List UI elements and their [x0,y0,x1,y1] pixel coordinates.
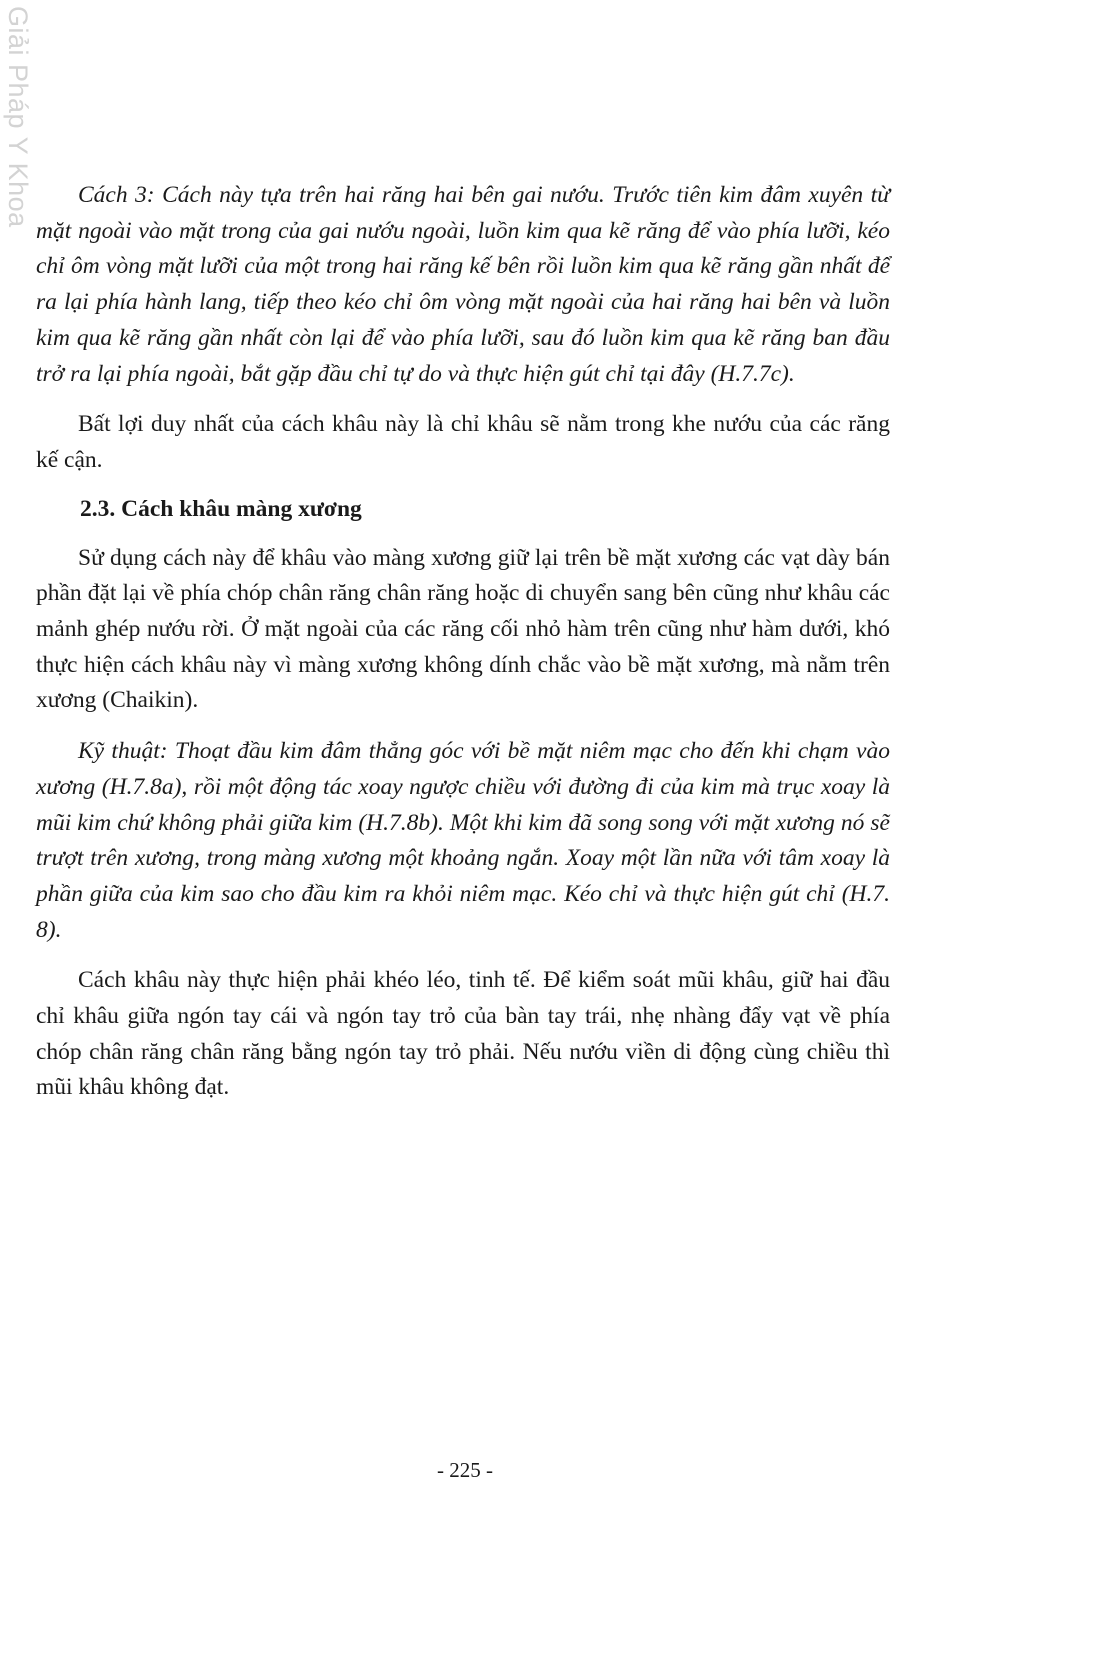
paragraph-periosteal-suture: Sử dụng cách này để khâu vào màng xương giữ lại trên bề mặt xương các vạt dày bán phần đặt lại về phía chóp chân răng chân răng hoặc di chuyển sang bên cũng như khâu các mảnh ghép nướu rời. Ở mặt ngoài của các răng cối nhỏ hàm trên cũng như hàm dưới, khó thực hiện cách khâu này vì màng xương không dính chắc vào bề mặt xương, mà nằm trên xương (Chaikin). [36,544,890,714]
page-number: - 225 - [437,1458,493,1482]
section-heading: 2.3. Cách khâu màng xương [80,495,362,522]
watermark [0,6,40,236]
paragraph-skill: Cách khâu này thực hiện phải khéo léo, tinh tế. Để kiểm soát mũi khâu, giữ hai đầu chỉ khâu giữa ngón tay cái và ngón tay trỏ của bàn tay trái, nhẹ nhàng đẩy vạt về phía chóp chân răng chân răng bằng ngón tay trỏ phải. Nếu nướu viền di động cùng chiều thì mũi khâu không đạt. [36,967,890,1101]
paragraph-method-3: Cách 3: Cách này tựa trên hai răng hai bên gai nướu. Trước tiên kim đâm xuyên từ mặt ngoài vào mặt trong của gai nướu ngoài, luồn kim qua kẽ răng để vào phía lưỡi, kéo chỉ ôm vòng mặt lưỡi của một trong hai răng kế bên rồi luồn kim qua kẽ răng gần nhất để ra lại phía hành lang, tiếp theo kéo chỉ ôm vòng mặt ngoài của hai răng hai bên và luồn kim qua kẽ răng gần nhất còn lại để vào phía lưỡi, sau đó luồn kim qua kẽ răng ban đầu trở ra lại phía ngoài, bắt gặp đầu chỉ tự do và thực hiện gút chỉ tại đây (H.7.7c). [36,182,890,387]
watermark-text: Giải Pháp Y Khoa [3,6,33,228]
paragraph-disadvantage: Bất lợi duy nhất của cách khâu này là chỉ khâu sẽ nằm trong khe nướu của các răng kế cận. [36,411,890,473]
paragraph-technique: Kỹ thuật: Thoạt đầu kim đâm thẳng góc với bề mặt niêm mạc cho đến khi chạm vào xương (H.7.8a), rồi một động tác xoay ngược chiều với đường đi của kim mà trục xoay là mũi kim chứ không phải giữa kim (H.7.8b). Một khi kim đã song song với mặt xương nó sẽ trượt trên xương, trong màng xương một khoảng ngắn. Xoay một lần nữa với tâm xoay là phần giữa của kim sao cho đầu kim ra khỏi niêm mạc. Kéo chỉ và thực hiện gút chỉ (H.7. 8). [36,738,890,943]
page-body [36,178,890,1121]
